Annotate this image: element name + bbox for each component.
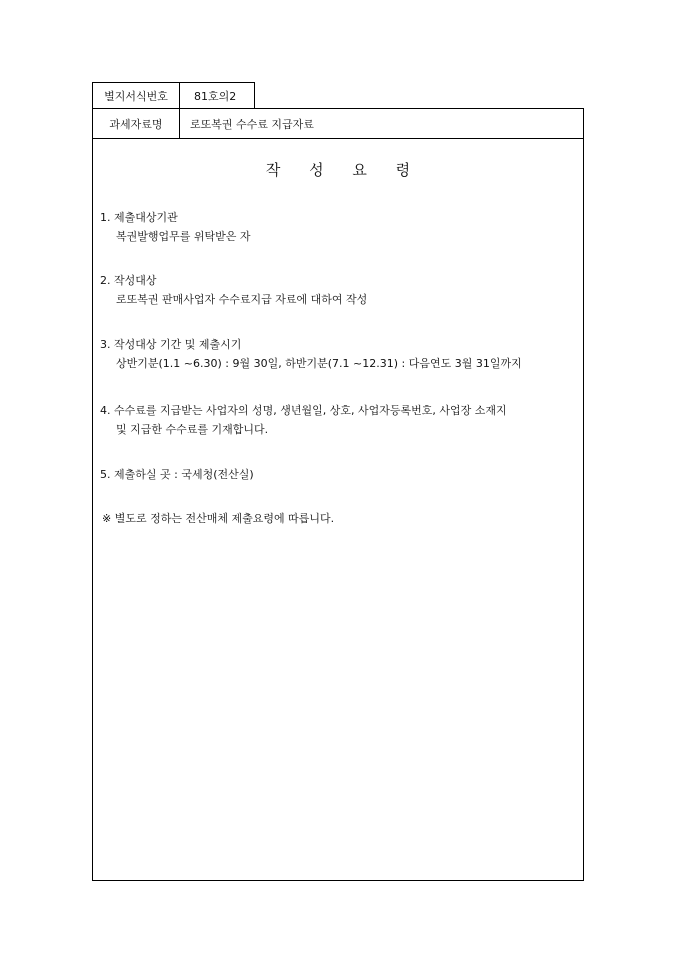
section-title: 2. 작성대상 xyxy=(100,274,157,287)
form-number-label: 별지서식번호 xyxy=(93,83,180,108)
form-title-value: 로또복권 수수료 지급자료 xyxy=(190,117,314,131)
section-destination xyxy=(100,465,254,484)
section-title: 4. 수수료를 지급받는 사업자의 성명, 생년월일, 상호, 사업자등록번호, 사업장 소재지 xyxy=(100,404,507,417)
section-title: 1. 제출대상기관 xyxy=(100,211,178,224)
section-line: 복권발행업무를 위탁받은 자 xyxy=(116,230,251,243)
form-title-row xyxy=(93,109,583,139)
section-line: 및 지급한 수수료를 기재합니다. xyxy=(116,423,269,436)
section-submitter xyxy=(100,208,251,246)
form-number-value: 81호의2 xyxy=(194,89,237,103)
section-period xyxy=(100,335,522,373)
form-number-box xyxy=(92,82,255,108)
form-title-label: 과세자료명 xyxy=(93,109,180,138)
section-line: 상반기분(1.1 ~6.30) : 9월 30일, 하반기분(7.1 ~12.31) : 다음연도 3월 31일까지 xyxy=(116,357,522,370)
instructions-box xyxy=(92,108,584,881)
page-heading: 작 성 요 령 xyxy=(265,161,423,179)
section-target xyxy=(100,271,367,309)
section-title: 3. 작성대상 기간 및 제출시기 xyxy=(100,338,242,351)
section-items xyxy=(100,401,507,439)
reference-note: ※ 별도로 정하는 전산매체 제출요령에 따릅니다. xyxy=(102,512,335,525)
section-line: 로또복권 판매사업자 수수료지급 자료에 대하여 작성 xyxy=(116,293,368,306)
section-title: 5. 제출하실 곳 : 국세청(전산실) xyxy=(100,468,254,481)
